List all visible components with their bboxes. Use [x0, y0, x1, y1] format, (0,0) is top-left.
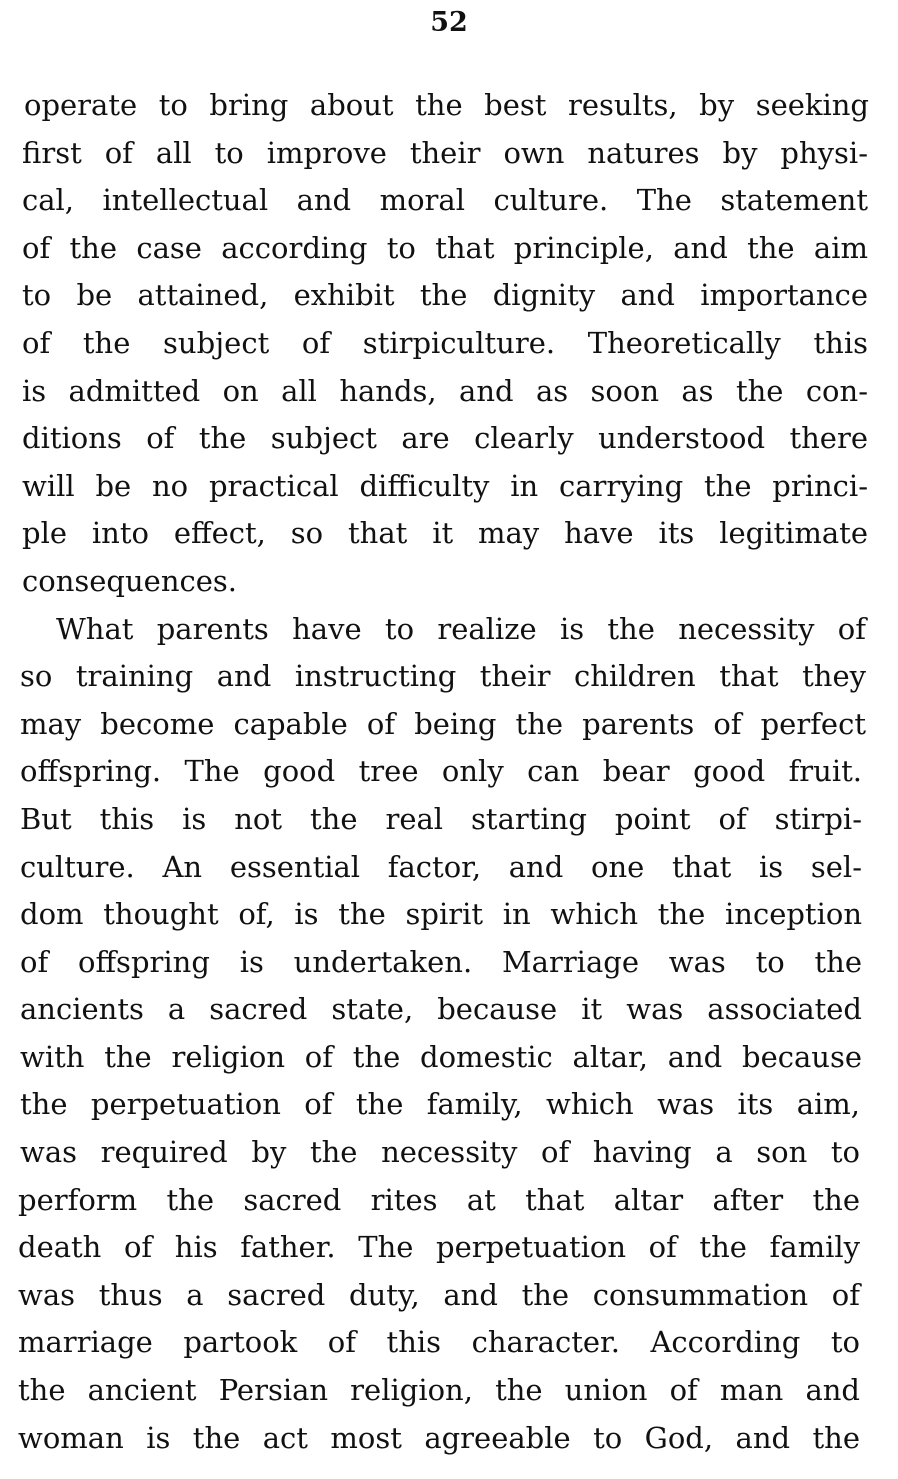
text-line: was required by the necessity of having a son to [20, 1135, 860, 1170]
page-number: 52 [430, 7, 468, 38]
text-line: will be no practical difficulty in carrying the princi- [22, 468, 868, 503]
text-line: of the subject of stirpiculture. Theoretically this [22, 325, 868, 360]
text-line: perform the sacred rites at that altar after the [18, 1182, 860, 1217]
text-line: death of his father. The perpetuation of the family [18, 1230, 860, 1265]
text-line: of offspring is undertaken. Marriage was to the [20, 944, 862, 979]
text-line: was thus a sacred duty, and the consummation of [18, 1277, 860, 1312]
text-line: But this is not the real starting point of stirpi- [20, 801, 862, 836]
text-line: the perpetuation of the family, which was its aim, [20, 1087, 860, 1122]
text-line: with the religion of the domestic altar, and because [20, 1039, 862, 1074]
text-line: cal, intellectual and moral culture. The statement [22, 183, 868, 218]
text-line: is admitted on all hands, and as soon as the con- [22, 373, 868, 408]
text-line: of the case according to that principle, and the aim [22, 230, 868, 265]
text-line: What parents have to realize is the necessity of [56, 611, 866, 646]
text-line: so training and instructing their children that they [20, 659, 866, 694]
text-line: woman is the act most agreeable to God, and the [18, 1420, 860, 1455]
text-line: consequences. [22, 563, 238, 598]
text-line: the ancient Persian religion, the union of man and [18, 1373, 860, 1408]
text-line: operate to bring about the best results, by seeking [24, 88, 869, 122]
text-line: dom thought of, is the spirit in which the inception [20, 897, 862, 932]
text-line: ditions of the subject are clearly understood there [22, 421, 868, 456]
text-line: offspring. The good tree only can bear good fruit. [20, 754, 862, 789]
body-text [0, 82, 898, 1462]
text-line: marriage partook of this character. According to [18, 1325, 860, 1360]
text-line: to be attained, exhibit the dignity and importance [22, 278, 868, 313]
text-line: ancients a sacred state, because it was associated [20, 992, 862, 1027]
text-line: may become capable of being the parents of perfect [20, 706, 866, 741]
text-line: ple into effect, so that it may have its legitimate [22, 516, 868, 551]
text-line: culture. An essential factor, and one that is sel- [20, 849, 862, 884]
text-line: first of all to improve their own natures by physi- [22, 135, 868, 170]
